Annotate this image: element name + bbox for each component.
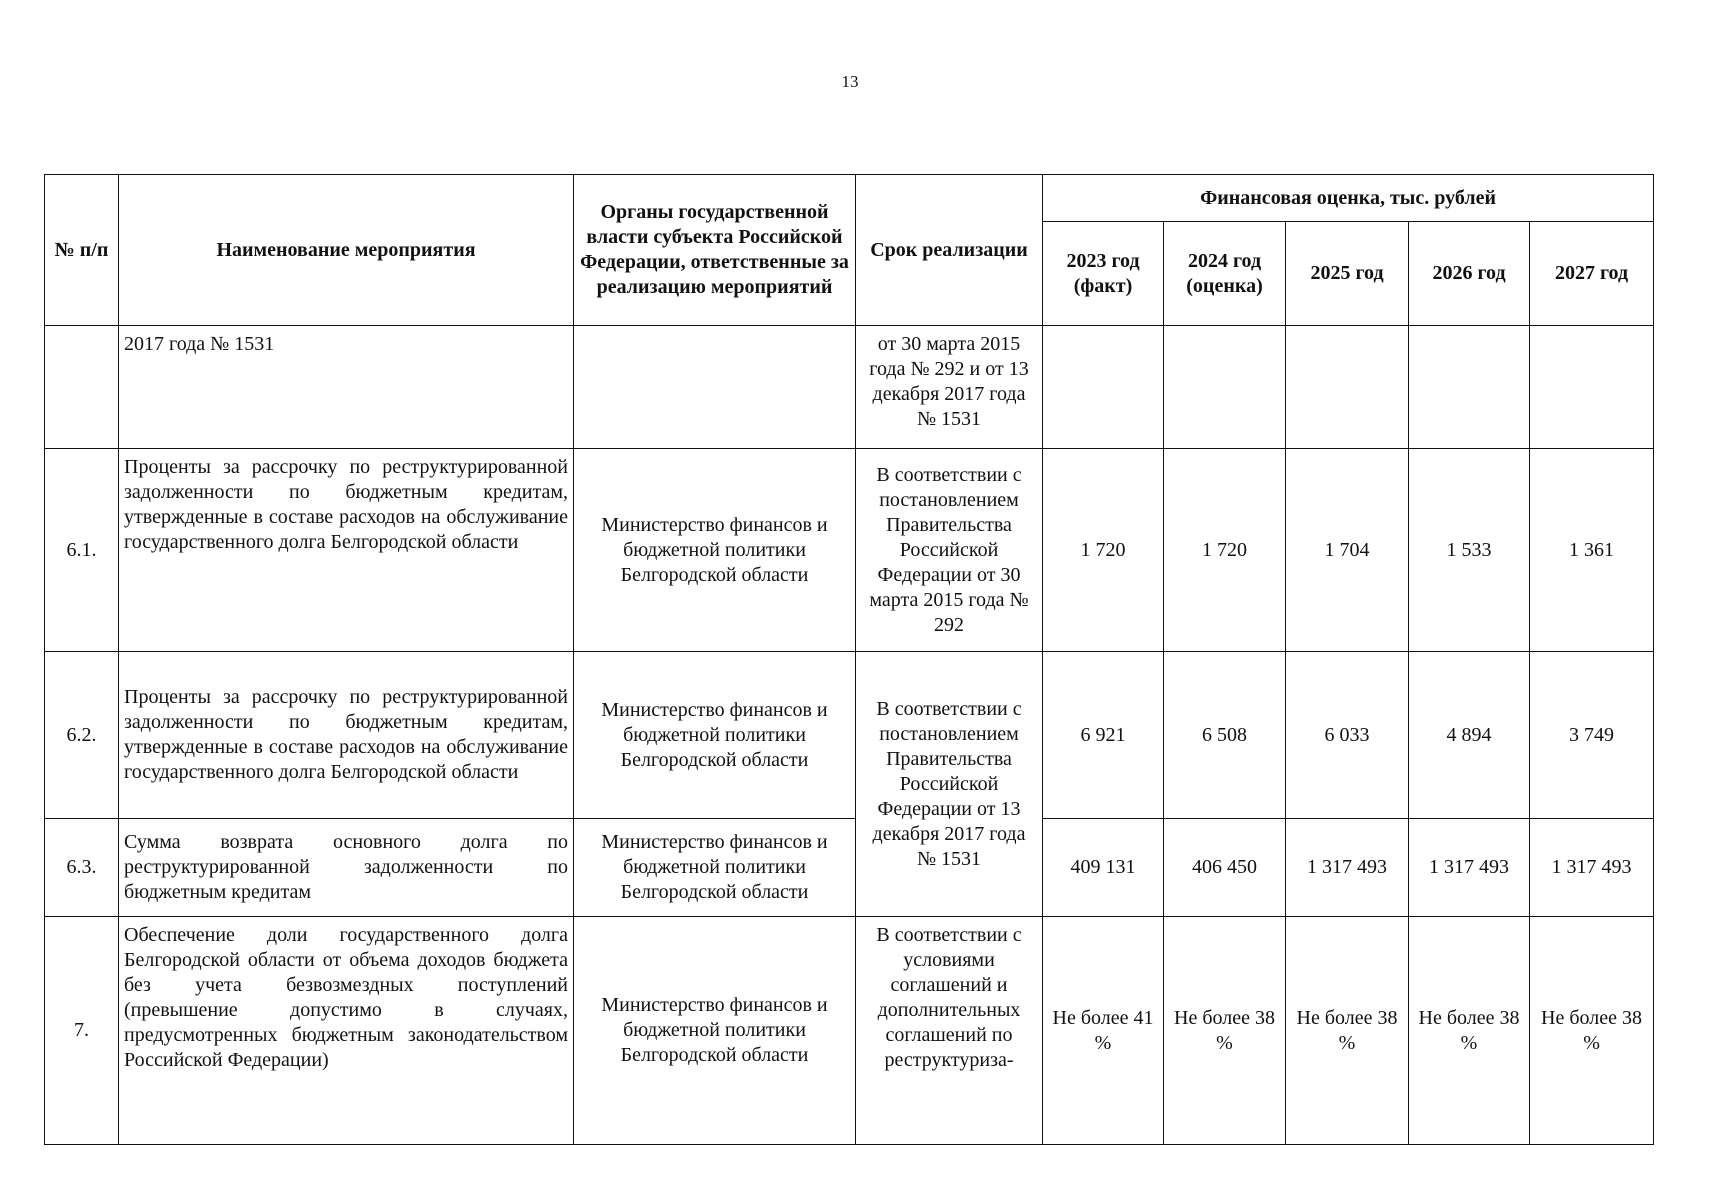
financial-table [44, 174, 1654, 1145]
header-name: Наименование мероприятия [119, 175, 574, 326]
row-term: В соответствии с условиями соглашений и дополнительных соглашений по реструктуриза- [856, 917, 1043, 1145]
row-name: Сумма возврата основного долга по реструктурированной задолженности по бюджетным кредитам [119, 819, 574, 917]
header-year-2023: 2023 год (факт) [1043, 222, 1164, 326]
header-year-2025: 2025 год [1286, 222, 1409, 326]
row-value-2025: 1 704 [1286, 449, 1409, 652]
table-row [45, 652, 1654, 819]
row-term: от 30 марта 2015 года № 292 и от 13 декабря 2017 года № 1531 [856, 326, 1043, 449]
row-value-2026: 1 317 493 [1409, 819, 1530, 917]
row-value-2026: 1 533 [1409, 449, 1530, 652]
row-value-2027 [1530, 326, 1654, 449]
row-value-2025 [1286, 326, 1409, 449]
page-number: 13 [841, 72, 859, 91]
header-organs: Органы государственной власти субъекта Российской Федерации, ответственные за реализацию мероприятий [574, 175, 856, 326]
row-value-2026 [1409, 326, 1530, 449]
header-num: № п/п [45, 175, 119, 326]
row-organ: Министерство финансов и бюджетной политики Белгородской области [574, 819, 856, 917]
row-name: Проценты за рассрочку по реструктурированной задолженности по бюджетным кредитам, утвержденные в составе расходов на обслуживание государственного долга Белгородской области [119, 449, 574, 652]
row-num: 6.1. [45, 449, 119, 652]
row-value-2024: 406 450 [1164, 819, 1286, 917]
row-name: 2017 года № 1531 [119, 326, 574, 449]
row-value-2026: 4 894 [1409, 652, 1530, 819]
row-value-2025: Не более 38 % [1286, 917, 1409, 1145]
row-num: 6.3. [45, 819, 119, 917]
row-organ [574, 326, 856, 449]
header-year-2024: 2024 год (оценка) [1164, 222, 1286, 326]
row-value-2027: 1 317 493 [1530, 819, 1654, 917]
row-value-2023: Не более 41 % [1043, 917, 1164, 1145]
table-row [45, 326, 1654, 449]
table-row [45, 917, 1654, 1145]
row-value-2025: 1 317 493 [1286, 819, 1409, 917]
row-term: В соответствии с постановлением Правительства Российской Федерации от 13 декабря 2017 года № 1531 [856, 652, 1043, 917]
header-year-2026: 2026 год [1409, 222, 1530, 326]
row-term: В соответствии с постановлением Правительства Российской Федерации от 30 марта 2015 года № 292 [856, 449, 1043, 652]
row-name: Проценты за рассрочку по реструктурированной задолженности по бюджетным кредитам, утвержденные в составе расходов на обслуживание государственного долга Белгородской области [119, 652, 574, 819]
header-year-2027: 2027 год [1530, 222, 1654, 326]
row-value-2027: 1 361 [1530, 449, 1654, 652]
row-value-2023 [1043, 326, 1164, 449]
row-value-2024: 6 508 [1164, 652, 1286, 819]
row-value-2027: Не более 38 % [1530, 917, 1654, 1145]
row-value-2027: 3 749 [1530, 652, 1654, 819]
row-organ: Министерство финансов и бюджетной политики Белгородской области [574, 449, 856, 652]
row-value-2024: 1 720 [1164, 449, 1286, 652]
row-organ: Министерство финансов и бюджетной политики Белгородской области [574, 917, 856, 1145]
row-value-2024: Не более 38 % [1164, 917, 1286, 1145]
row-num: 7. [45, 917, 119, 1145]
row-name: Обеспечение доли государственного долга Белгородской области от объема доходов бюджета без учета безвозмездных поступлений (превышение допустимо в случаях, предусмотренных бюджетным законодательством Российской Федерации) [119, 917, 574, 1145]
table-row [45, 819, 1654, 917]
row-value-2023: 6 921 [1043, 652, 1164, 819]
row-value-2024 [1164, 326, 1286, 449]
row-value-2023: 409 131 [1043, 819, 1164, 917]
row-organ: Министерство финансов и бюджетной политики Белгородской области [574, 652, 856, 819]
row-value-2025: 6 033 [1286, 652, 1409, 819]
row-num: 6.2. [45, 652, 119, 819]
row-value-2026: Не более 38 % [1409, 917, 1530, 1145]
header-term: Срок реализации [856, 175, 1043, 326]
table-row [45, 449, 1654, 652]
row-value-2023: 1 720 [1043, 449, 1164, 652]
row-num [45, 326, 119, 449]
header-finance: Финансовая оценка, тыс. рублей [1043, 175, 1654, 222]
